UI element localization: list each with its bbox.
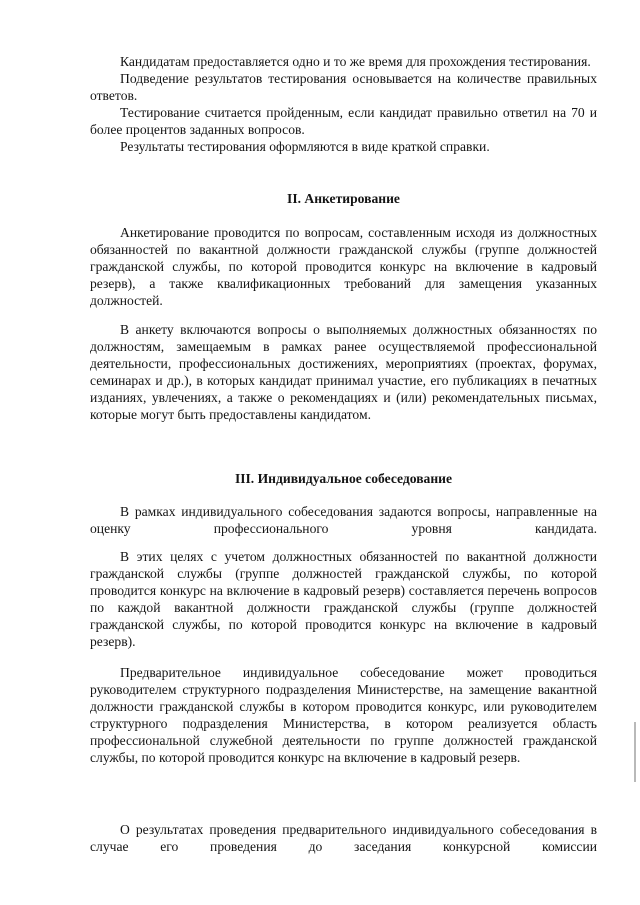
section-2-paragraph-2-block	[90, 321, 597, 423]
section-3-title: III. Индивидуальное собеседование	[234, 471, 453, 486]
scan-edge-mark	[634, 722, 636, 782]
paragraph-questionnaire-basis: Анкетирование проводится по вопросам, составленным исходя из должностных обязанностей по вакантной должности гражданской службы (группе должностей гражданской службы, по которой проводится конкурс на включение в кадровый резерв), а также квалификационных требований для замещения указанных должностей.	[90, 225, 597, 308]
section-2-title-block	[90, 190, 597, 207]
paragraph-testing-results: Подведение результатов тестирования основывается на количестве правильных ответов.	[90, 71, 597, 103]
intro-block	[90, 53, 597, 155]
section-2-paragraph-1-block	[90, 224, 597, 309]
section-3-paragraph-4-block	[90, 821, 597, 855]
paragraph-interview-list: В этих целях с учетом должностных обязанностей по вакантной должности гражданской службы (группе должностей гражданской службы, по которой проводится конкурс на включение в кадровый резерв) составляется перечень вопросов по каждой вакантной должности гражданской службы (группе должностей гражданской службы, по которой проводится конкурс на включение в кадровый резерв).	[90, 549, 597, 649]
section-3-title-block	[90, 470, 597, 487]
paragraph-interview-questions: В рамках индивидуального собеседования задаются вопросы, направленные на оценку профессионального уровня кандидата.	[90, 504, 597, 536]
section-2-title: II. Анкетирование	[287, 191, 400, 206]
paragraph-testing-passed: Тестирование считается пройденным, если кандидат правильно ответил на 70 и более процентов заданных вопросов.	[90, 105, 597, 137]
section-3-paragraph-1-block	[90, 503, 597, 537]
section-3-paragraph-3-block	[90, 664, 597, 766]
paragraph-questionnaire-content: В анкету включаются вопросы о выполняемых должностных обязанностях по должностям, замещаемым в рамках ранее осуществляемой профессиональной деятельности, профессиональных достижениях, мероприятиях (проектах, форумах, семинарах и др.), в которых кандидат принимал участие, его публикациях в печатных изданиях, увлечениях, а также о рекомендациях и (или) рекомендательных письмах, которые могут быть предоставлены кандидатом.	[90, 322, 597, 422]
paragraph-preliminary-interview: Предварительное индивидуальное собеседование может проводиться руководителем структурного подразделения Министерстве, на замещение вакантной должности гражданской службы в котором проводится конкурс, или руководителем структурного подразделения Министерства, в котором реализуется область профессиональной служебной деятельности по группе должностей гражданской службы, по которой проводится конкурс на включение в кадровый резерв.	[90, 665, 597, 765]
paragraph-interview-results: О результатах проведения предварительного индивидуального собеседования в случае его проведения до заседания конкурсной комиссии	[90, 822, 597, 854]
paragraph-testing-time: Кандидатам предоставляется одно и то же время для прохождения тестирования.	[120, 54, 591, 69]
paragraph-testing-report: Результаты тестирования оформляются в виде краткой справки.	[120, 139, 490, 154]
section-3-paragraph-2-block	[90, 548, 597, 650]
